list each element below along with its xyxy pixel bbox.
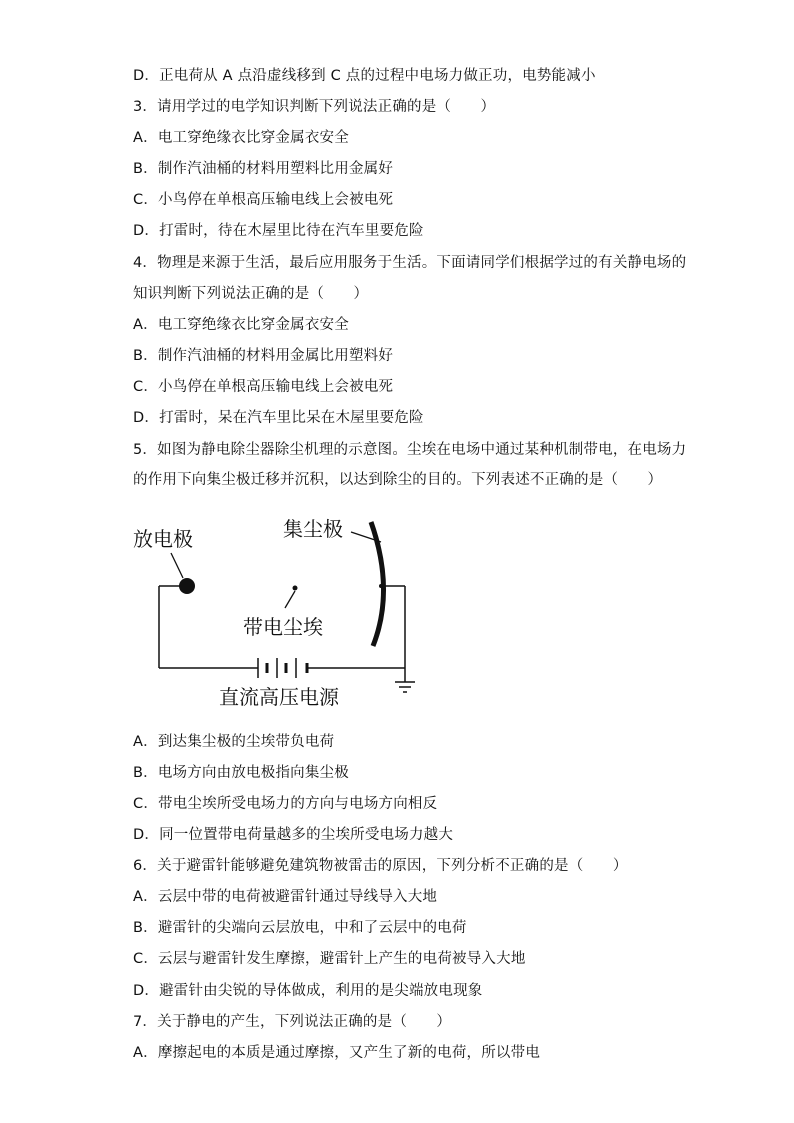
dust-label: 带电尘埃 — [243, 615, 323, 639]
q3-option-c: C．小鸟停在单根高压输电线上会被电死 — [133, 192, 394, 208]
ground-icon — [395, 682, 415, 692]
collector-label: 集尘极 — [283, 517, 343, 541]
q3-option-a: A．电工穿绝缘衣比穿金属衣安全 — [133, 130, 349, 146]
question-7-stem: 7．关于静电的产生，下列说法正确的是（ ） — [133, 1014, 452, 1030]
q5-option-b: B．电场方向由放电极指向集尘极 — [133, 765, 349, 781]
q6-option-c: C．云层与避雷针发生摩擦，避雷针上产生的电荷被导入大地 — [133, 951, 526, 967]
question-6-stem: 6．关于避雷针能够避免建筑物被雷击的原因，下列分析不正确的是（ ） — [133, 858, 628, 874]
power-source-label: 直流高压电源 — [219, 685, 339, 709]
discharge-electrode-pointer — [171, 553, 183, 578]
q3-option-b: B．制作汽油桶的材料用塑料比用金属好 — [133, 161, 394, 177]
question-5-stem-line-1: 5．如图为静电除尘器除尘机理的示意图。尘埃在电场中通过某种机制带电，在电场力 — [133, 442, 687, 458]
q4-option-a: A．电工穿绝缘衣比穿金属衣安全 — [133, 317, 349, 333]
q5-option-a: A．到达集尘极的尘埃带负电荷 — [133, 734, 335, 750]
question-4-stem-line-2: 知识判断下列说法正确的是（ ） — [133, 286, 369, 302]
discharge-electrode-label: 放电极 — [133, 527, 193, 551]
q4-option-c: C．小鸟停在单根高压输电线上会被电死 — [133, 379, 394, 395]
question-5-stem-line-2: 的作用下向集尘极迁移并沉积，以达到除尘的目的。下列表述不正确的是（ ） — [133, 472, 663, 488]
q5-option-d: D．同一位置带电荷量越多的尘埃所受电场力越大 — [133, 827, 454, 843]
battery-icon — [258, 658, 307, 678]
q3-option-d: D．打雷时，待在木屋里比待在汽车里要危险 — [133, 223, 424, 239]
discharge-electrode-icon — [179, 578, 195, 594]
precipitator-diagram — [125, 508, 425, 718]
dust-particle-icon — [293, 586, 298, 591]
q5-option-c: C．带电尘埃所受电场力的方向与电场方向相反 — [133, 796, 438, 812]
question-3-stem: 3．请用学过的电学知识判断下列说法正确的是（ ） — [133, 99, 496, 115]
question-4-stem-line-1: 4．物理是来源于生活，最后应用服务于生活。下面请同学们根据学过的有关静电场的 — [133, 255, 687, 271]
collector-contact-dot — [379, 584, 383, 588]
q6-option-a: A．云层中带的电荷被避雷针通过导线导入大地 — [133, 889, 438, 905]
option-d-q2: D．正电荷从 A 点沿虚线移到 C 点的过程中电场力做正功，电势能减小 — [133, 68, 596, 84]
q4-option-d: D．打雷时，呆在汽车里比呆在木屋里要危险 — [133, 410, 424, 426]
q4-option-b: B．制作汽油桶的材料用金属比用塑料好 — [133, 348, 394, 364]
q7-option-a: A．摩擦起电的本质是通过摩擦，又产生了新的电荷，所以带电 — [133, 1045, 541, 1061]
q6-option-d: D．避雷针由尖锐的导体做成，利用的是尖端放电现象 — [133, 983, 483, 999]
q6-option-b: B．避雷针的尖端向云层放电，中和了云层中的电荷 — [133, 920, 467, 936]
dust-pointer — [285, 591, 295, 608]
